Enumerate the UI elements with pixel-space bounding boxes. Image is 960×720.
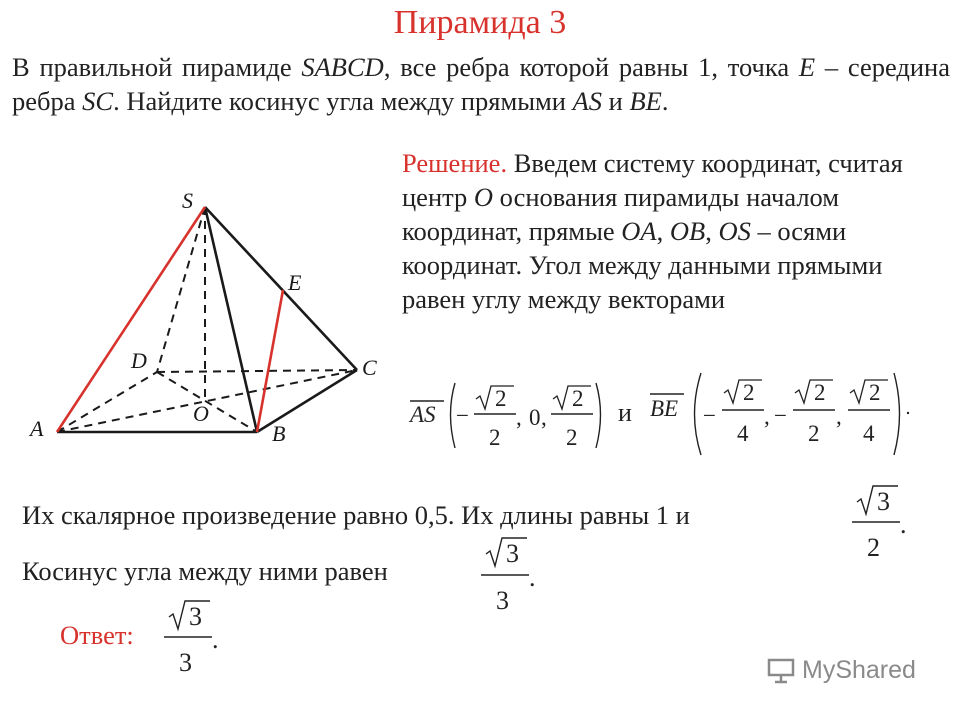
comma: , [764,404,770,429]
edge-sb [205,207,257,432]
edge-ad [57,372,157,432]
denominator: 3 [179,648,192,677]
radicand: 2 [869,380,881,405]
label-c: C [362,355,377,380]
scalar-product-line: Их скалярное произведение равно 0,5. Их длины равны 1 и [22,500,690,530]
denominator: 2 [489,425,501,450]
denominator: 3 [496,586,509,615]
comma: , [541,405,547,430]
period: . [529,563,536,592]
problem-text: , все ребра которой равны 1, точка [383,52,799,82]
label-d: D [131,348,147,373]
comma: , [836,404,842,429]
cosine-line: Косинус угла между ними равен [22,556,388,586]
minus-sign: − [774,403,787,428]
problem-text: и [602,86,630,116]
solution-part: – осями координат. Угол между данными прямыми равен углу между векторами [402,216,883,314]
vector-be-name: BE [650,396,679,421]
radicand: 2 [743,380,755,405]
problem-statement [12,50,950,118]
minus-sign: − [456,403,469,428]
watermark [766,655,916,685]
cosine-fraction [475,528,550,618]
pyramid-diagram [20,180,400,450]
segment-be [257,290,283,432]
watermark-text: MyShared [802,655,916,684]
edge-sc: SC [82,86,114,116]
vector-formulas [400,368,940,468]
slide-title: Пирамида 3 [393,4,567,41]
period: . [212,625,219,654]
label-e: E [288,270,302,295]
solution-label: Решение. [402,148,508,178]
radicand: 2 [572,386,584,411]
axis-os: OS [718,216,751,246]
minus-sign: − [703,403,716,428]
pyramid-name: SABCD [301,52,384,82]
edge-sc [205,207,357,370]
radicand: 3 [877,487,890,516]
edge-as [57,207,205,432]
axis-oa: OA [621,216,657,246]
edge-sd [157,207,205,372]
length-fraction [845,478,915,568]
axis-ob: OB [669,216,706,246]
radicand: 2 [495,386,507,411]
line-be: BE [629,86,662,116]
coord-zero: 0 [529,405,541,430]
solution-part: Введем систему координат, считая центр [402,148,903,212]
separator: , [656,216,670,246]
problem-text: . [661,86,669,116]
and-word: и [618,398,632,427]
problem-text: – середина ребра [12,52,950,116]
denominator: 2 [867,533,880,562]
label-b: B [272,421,286,446]
vector-as-name: AS [410,402,436,427]
period: . [900,510,907,539]
solution-part: основания пирамиды началом координат, прямые [402,182,840,246]
center-o: O [473,182,494,212]
problem-text: В правильной пирамиде [12,52,302,82]
radicand: 3 [189,602,202,631]
solution-text [402,146,950,316]
problem-text: . Найдите косинус угла между прямыми [113,86,573,116]
label-o: O [193,401,209,426]
presentation-icon [766,655,796,685]
denominator: 4 [737,421,749,446]
denominator: 4 [863,421,875,446]
label-s: S [182,188,193,213]
denominator: 2 [808,421,820,446]
point-e: E [798,52,816,82]
separator: , [705,216,719,246]
line-as: AS [572,86,603,116]
comma: , [516,405,522,430]
edge-dc [157,370,357,372]
answer-label: Ответ: [60,620,134,650]
answer-fraction [155,592,230,682]
label-a: A [30,416,44,441]
radicand: 3 [506,539,519,568]
radicand: 2 [814,380,826,405]
denominator: 2 [566,425,578,450]
